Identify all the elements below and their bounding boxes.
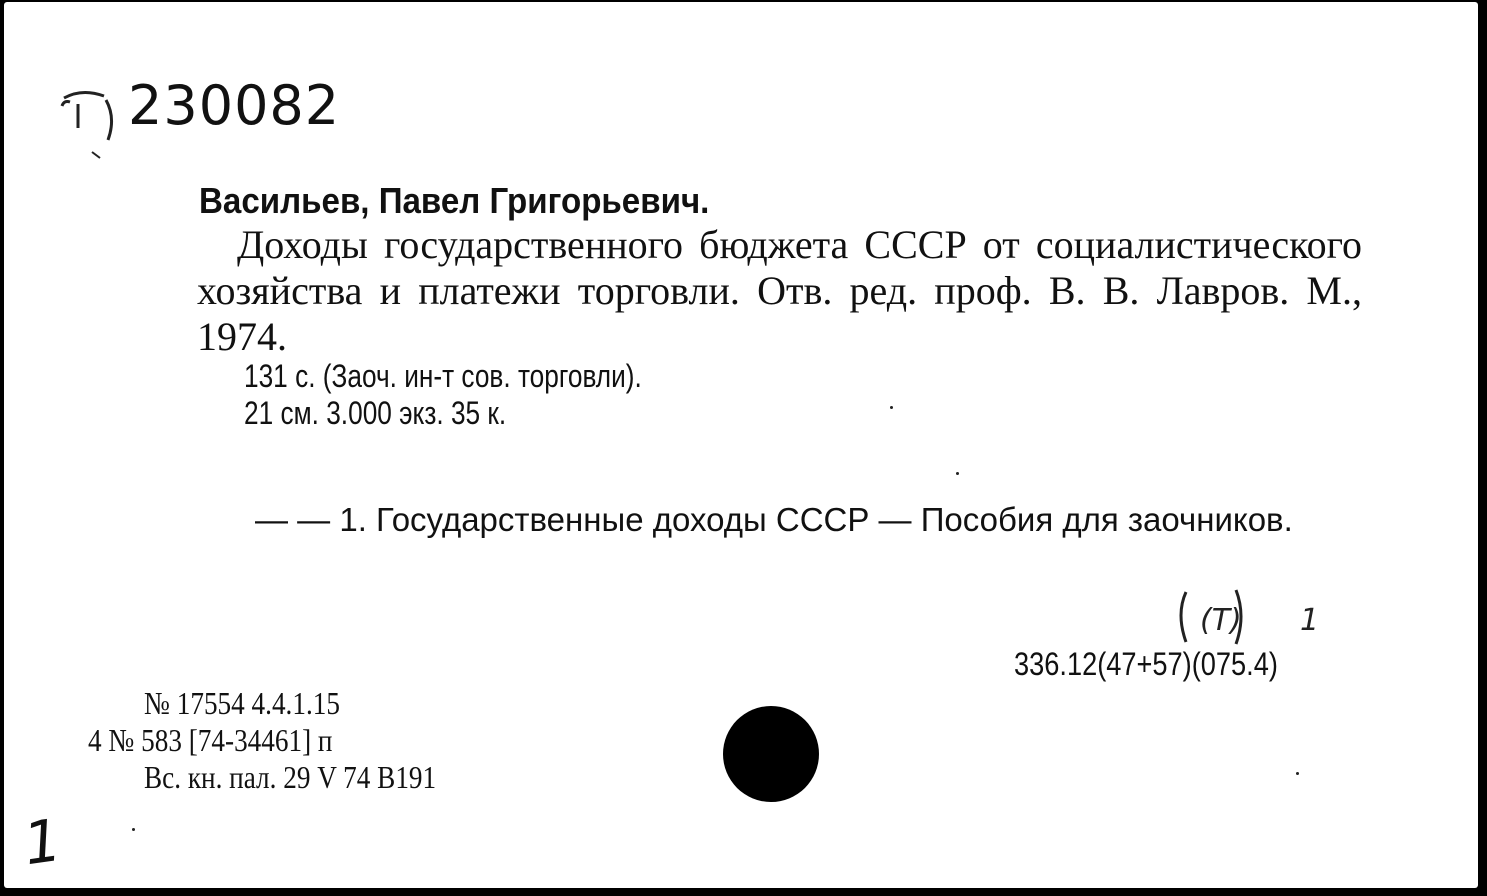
call-number: 230082 xyxy=(128,74,341,137)
author-heading: Васильев, Павел Григорьевич. xyxy=(199,180,710,221)
title-statement: Доходы государственного бюджета СССР от социалистического хозяйства и платежи торговли. Отв. ред. проф. В. В. Лавров. М., 1974. xyxy=(197,222,1362,359)
subject-heading: — — 1. Государственные доходы СССР — Пособия для заочников. xyxy=(255,501,1293,538)
punch-hole xyxy=(723,706,819,802)
order-number: 4 № 583 [74-34461] п xyxy=(88,722,333,758)
collation-series: 131 с. (Заоч. ин-т сов. торговли). xyxy=(244,358,642,394)
book-chamber-line: Вс. кн. пал. 29 V 74 В191 xyxy=(144,759,437,795)
speck xyxy=(890,406,893,409)
handwritten-number: 1 xyxy=(19,805,66,879)
speck xyxy=(132,828,135,831)
stamp-mark xyxy=(56,84,118,164)
size-edition-price: 21 см. 3.000 экз. 35 к. xyxy=(244,395,507,431)
record-number: № 17554 4.4.1.15 xyxy=(144,685,340,721)
correction-digit: 1 xyxy=(1300,603,1320,638)
classification-number: 336.12(47+57)(075.4) xyxy=(1014,646,1278,682)
correction-label: (T) xyxy=(1200,603,1242,638)
catalog-card xyxy=(4,2,1478,888)
speck xyxy=(1296,772,1299,775)
speck xyxy=(956,472,959,475)
